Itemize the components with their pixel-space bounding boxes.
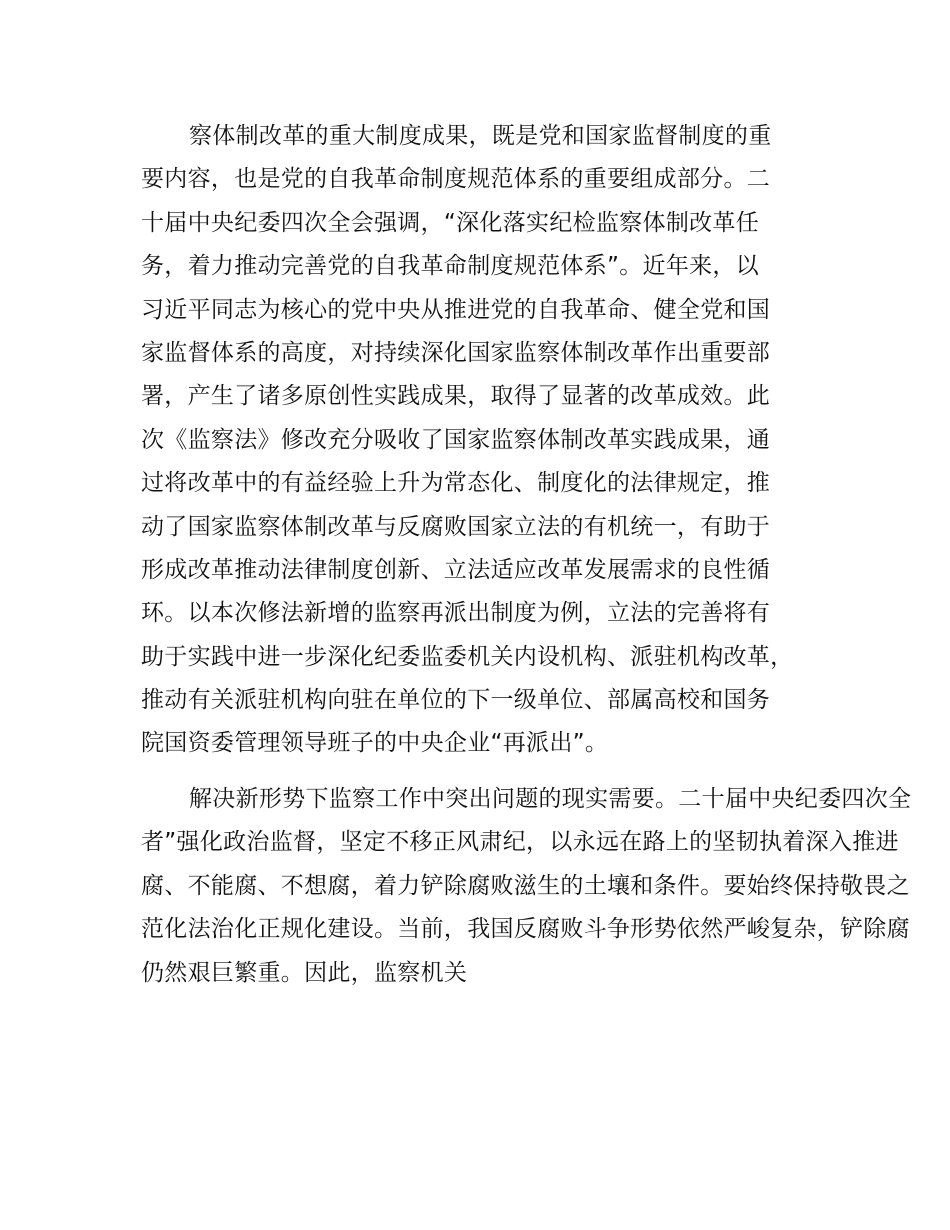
text-line: 助于实践中进一步深化纪委监委机关内设机构、派驻机构改革， bbox=[141, 643, 794, 670]
text-line: 署，产生了诸多原创性实践成果，取得了显著的改革成效。此 bbox=[141, 383, 771, 410]
text-line: 解决新形势下监察工作中突出问题的现实需要。二十届中央纪委四次全 bbox=[189, 786, 912, 812]
paragraph-practical-needs bbox=[141, 778, 911, 995]
text-line: 次《监察法》修改充分吸收了国家监察体制改革实践成果，通 bbox=[141, 426, 771, 453]
text-line: 务，着力推动完善党的自我革命制度规范体系”。近年来，以 bbox=[141, 253, 760, 280]
text-line: 形成改革推动法律制度创新、立法适应改革发展需求的良性循 bbox=[141, 556, 771, 583]
text-line: 仍然艰巨繁重。因此，监察机关 bbox=[141, 959, 468, 986]
text-line: 习近平同志为核心的党中央从推进党的自我革命、健全党和国 bbox=[141, 296, 771, 323]
text-line: 腐、不能腐、不想腐，着力铲除腐败滋生的土壤和条件。要始终保持敬畏之 bbox=[141, 872, 910, 899]
text-line: 动了国家监察体制改革与反腐败国家立法的有机统一，有助于 bbox=[141, 513, 771, 540]
text-line: 察体制改革的重大制度成果，既是党和国家监督制度的重 bbox=[189, 123, 772, 149]
paragraph-supervision-reform bbox=[141, 115, 793, 766]
text-line: 十届中央纪委四次全会强调，“深化落实纪检监察体制改革任 bbox=[141, 209, 760, 236]
text-line: 要内容，也是党的自我革命制度规范体系的重要组成部分。二 bbox=[141, 166, 771, 193]
text-line: 院国资委管理领导班子的中央企业“再派出”。 bbox=[141, 730, 609, 757]
text-line: 家监督体系的高度，对持续深化国家监察体制改革作出重要部 bbox=[141, 339, 771, 366]
text-line: 范化法治化正规化建设。当前，我国反腐败斗争形势依然严峻复杂，铲除腐 bbox=[141, 916, 910, 943]
text-line: 推动有关派驻机构向驻在单位的下一级单位、部属高校和国务 bbox=[141, 687, 771, 714]
text-line: 环。以本次修法新增的监察再派出制度为例，立法的完善将有 bbox=[141, 600, 771, 627]
text-line: 者”强化政治监督，坚定不移正风肃纪，以永远在路上的坚韧执着深入推进 bbox=[141, 829, 899, 856]
text-line: 过将改革中的有益经验上升为常态化、制度化的法律规定，推 bbox=[141, 470, 771, 497]
